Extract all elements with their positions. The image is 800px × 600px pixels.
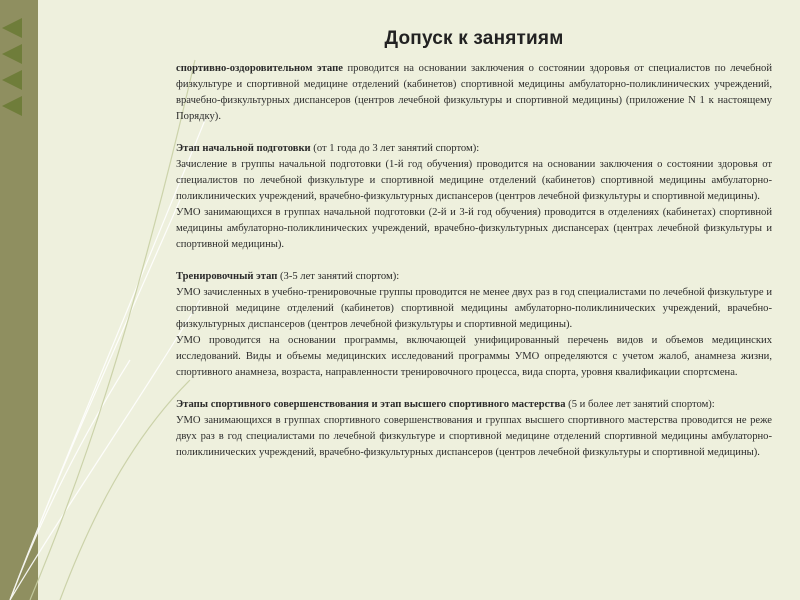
- paragraph-initial-2: УМО занимающихся в группах начальной подготовки (2-й и 3-й год обучения) проводится в отделениях (кабинетах) спортивной медицины амбулаторно-поликлинических учреждений, врачебно-физкультурных диспансерах (центрах лечебной физкультуры и спортивной медицины).: [176, 207, 772, 250]
- paragraph-mastery-1: УМО занимающихся в группах спортивного совершенствования и группах высшего спортивного мастерства проводится не реже двух раз в год специалистами по лечебной физкультуре и спортивной медицине отделений спортивной медицины амбулаторно-поликлинических учреждений, врачебно-физкультурных диспансеров (центров лечебной физкультуры и спортивной медицины).: [176, 415, 772, 458]
- paragraph-training-1: УМО зачисленных в учебно-тренировочные группы проводится не менее двух раз в год специалистами по лечебной физкультуре и спортивной медицине отделений (кабинетов) спортивной медицины амбулаторно-поликлинических учреждений, врачебно-физкультурных диспансеров (центров лечебной физкультуры и спортивной медицины).: [176, 287, 772, 330]
- stage-heading: Этапы спортивного совершенствования и этап высшего спортивного мастерства: [176, 399, 566, 410]
- paragraph-sport-health: [176, 61, 772, 125]
- paragraph-text: проводится на основании заключения о состоянии здоровья от специалистов по лечебной физкультуре и спортивной медицине отделений (кабинетов) спортивной медицины амбулаторно-поликлинических учреждений, врачебно-физкультурных диспансеров (центров лечебной физкультуры и спортивной медицины) (приложение N 1 к настоящему Порядку).: [176, 63, 772, 122]
- stage-heading: Тренировочный этап: [176, 271, 278, 282]
- paragraph-heading: спортивно-оздоровительном этапе: [176, 63, 343, 74]
- stage-heading-tail: (от 1 года до 3 лет занятий спортом):: [310, 143, 480, 154]
- slide-content: [176, 28, 772, 461]
- paragraph-training-2: УМО проводится на основании программы, включающей унифицированный перечень видов и объемов медицинских исследований. Виды и объемы медицинских исследований программы УМО определяются с учетом жалоб, анамнеза жизни, спортивного анамнеза, возраста, направленности тренировочного процесса, вида спорта, уровня квалификации спортсмена.: [176, 335, 772, 378]
- stage-heading-tail: (3-5 лет занятий спортом):: [277, 271, 400, 282]
- heading-mastery-stage: [176, 397, 772, 413]
- left-decorative-band: [0, 0, 38, 600]
- paragraph-initial-1: Зачисление в группы начальной подготовки (1-й год обучения) проводится на основании заключения о состоянии здоровья от специалистов по лечебной физкультуре и спортивной медицине отделений (кабинетов) спортивной медицины амбулаторно-поликлинических учреждений, врачебно-физкультурных диспансеров (центров лечебной физкультуры и спортивной медицины).: [176, 159, 772, 202]
- stage-heading: Этап начальной подготовки: [176, 143, 311, 154]
- stage-heading-tail: (5 и более лет занятий спортом):: [565, 399, 715, 410]
- heading-training-stage: [176, 269, 772, 285]
- heading-initial-stage: [176, 141, 772, 157]
- slide-title: Допуск к занятиям: [384, 28, 564, 49]
